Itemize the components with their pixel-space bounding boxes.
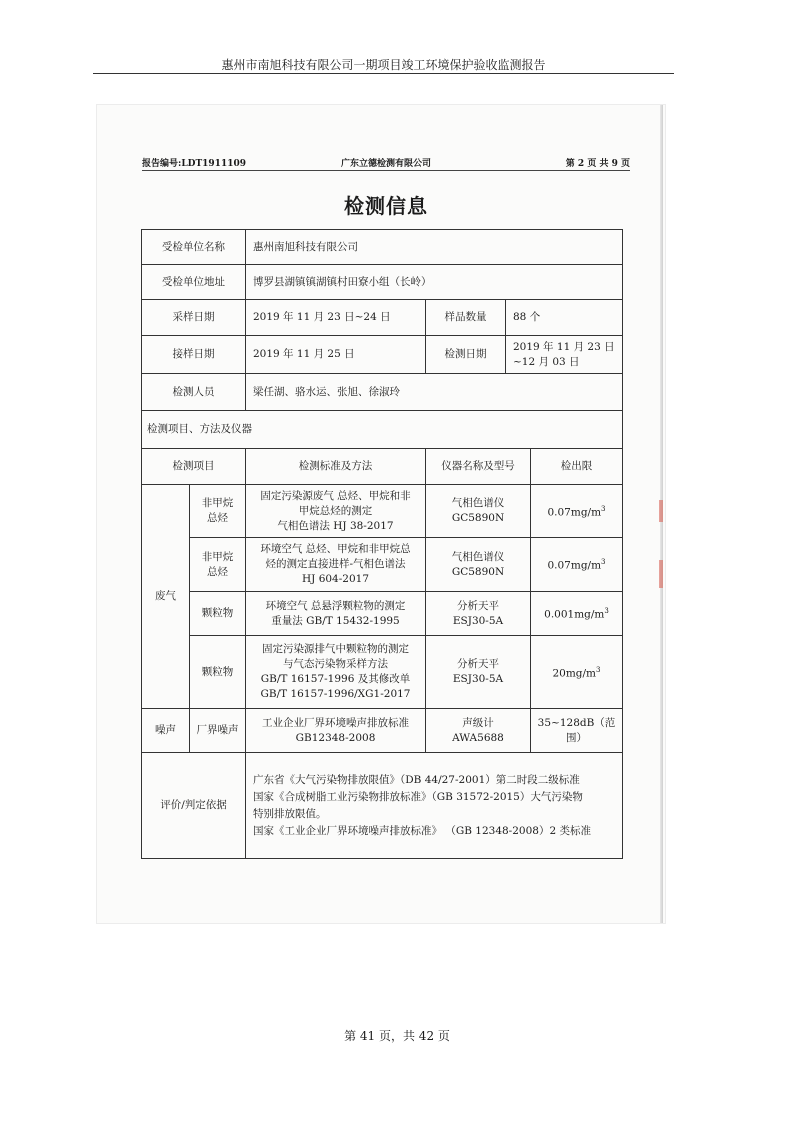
standard-line: GB/T 16157-1996/XG1-2017 bbox=[260, 688, 411, 700]
table-row bbox=[142, 411, 623, 449]
standard-line: 环境空气 总悬浮颗粒物的测定 bbox=[265, 599, 406, 612]
client-address: 博罗县湖镇镇湖镇村田寮小组（长岭） bbox=[246, 265, 623, 300]
table-row bbox=[142, 538, 623, 592]
test-date-line: 2019 年 11 月 23 日 bbox=[513, 340, 615, 353]
client-name: 惠州南旭科技有限公司 bbox=[246, 230, 623, 265]
test-standard bbox=[246, 636, 426, 709]
table-row bbox=[142, 449, 623, 485]
table-row bbox=[142, 753, 623, 859]
table-row bbox=[142, 485, 623, 538]
standard-line: GB12348-2008 bbox=[295, 731, 376, 744]
doc-title: 检测信息 bbox=[344, 194, 428, 218]
table-row bbox=[142, 709, 623, 753]
evaluation-line: 特别排放限值。 bbox=[253, 807, 327, 820]
instrument-line: 分析天平 bbox=[457, 599, 499, 612]
standard-line: 气相色谱法 HJ 38-2017 bbox=[277, 519, 394, 532]
limit-superscript: 3 bbox=[604, 607, 609, 616]
page-footer: 第 41 页，共 42 页 bbox=[344, 1029, 450, 1043]
test-item-line: 非甲烷 bbox=[201, 550, 234, 563]
instrument bbox=[426, 538, 531, 592]
instrument bbox=[426, 709, 531, 753]
standard-line: 固定污染源废气 总烃、甲烷和非 bbox=[260, 489, 411, 502]
table-row bbox=[142, 336, 623, 374]
methods-section-label: 检测项目、方法及仪器 bbox=[142, 411, 623, 449]
test-standard bbox=[246, 592, 426, 636]
client-name-label: 受检单位名称 bbox=[142, 230, 246, 265]
limit-value: 0.001mg/m bbox=[544, 608, 605, 621]
detection-limit bbox=[531, 592, 623, 636]
table-row bbox=[142, 636, 623, 709]
standard-line: HJ 604-2017 bbox=[301, 573, 369, 585]
standard-line: 甲烷总烃的测定 bbox=[298, 504, 373, 517]
header-limit: 检出限 bbox=[531, 449, 623, 485]
report-number: 报告编号:LDT1911109 bbox=[142, 159, 246, 169]
test-standard bbox=[246, 538, 426, 592]
scan-red-mark bbox=[659, 500, 663, 522]
standard-line: GB/T 16157-1996 及其修改单 bbox=[260, 673, 411, 685]
header-item: 检测项目 bbox=[142, 449, 246, 485]
detection-limit bbox=[531, 538, 623, 592]
test-item-line: 总烃 bbox=[207, 565, 228, 578]
staff-label: 检测人员 bbox=[142, 374, 246, 411]
test-item bbox=[190, 485, 246, 538]
instrument-line: 分析天平 bbox=[457, 658, 499, 670]
instrument-line: 气相色谱仪 bbox=[451, 497, 505, 509]
scan-red-mark bbox=[659, 560, 663, 588]
category-noise: 噪声 bbox=[142, 709, 190, 753]
instrument-line: ESJ30-5A bbox=[452, 673, 504, 685]
test-standard bbox=[246, 709, 426, 753]
standard-line: 与气态污染物采样方法 bbox=[283, 658, 388, 670]
receive-date-label: 接样日期 bbox=[142, 336, 246, 374]
table-row bbox=[142, 300, 623, 336]
standard-line: 工业企业厂界环境噪声排放标准 bbox=[262, 716, 409, 729]
instrument-line: 声级计 bbox=[462, 716, 494, 729]
staff: 梁任湖、骆水运、张旭、徐淑玲 bbox=[246, 374, 623, 411]
limit-superscript: 3 bbox=[596, 665, 601, 674]
instrument-line: GC5890N bbox=[451, 565, 505, 578]
standard-line: 重量法 GB/T 15432-1995 bbox=[271, 614, 400, 627]
sampling-date-label: 采样日期 bbox=[142, 300, 246, 336]
report-company: 广东立德检测有限公司 bbox=[340, 159, 431, 169]
table-row bbox=[142, 374, 623, 411]
evaluation-line: 国家《工业企业厂界环境噪声排放标准》 （GB 12348-2008）2 类标准 bbox=[253, 824, 591, 837]
instrument-line: GC5890N bbox=[451, 512, 505, 524]
test-item: 厂界噪声 bbox=[190, 709, 246, 753]
header-instrument: 仪器名称及型号 bbox=[426, 449, 531, 485]
inspection-info-table bbox=[141, 229, 623, 859]
instrument bbox=[426, 485, 531, 538]
test-item-line: 非甲烷 bbox=[201, 497, 234, 509]
instrument-line: 气相色谱仪 bbox=[451, 550, 505, 563]
test-item: 颗粒物 bbox=[190, 592, 246, 636]
test-date bbox=[506, 336, 623, 374]
header-standard: 检测标准及方法 bbox=[246, 449, 426, 485]
evaluation-line: 广东省《大气污染物排放限值》（DB 44/27-2001）第二时段二级标准 bbox=[253, 773, 580, 786]
test-item: 颗粒物 bbox=[190, 636, 246, 709]
instrument bbox=[426, 592, 531, 636]
detection-limit bbox=[531, 636, 623, 709]
table-row bbox=[142, 265, 623, 300]
instrument bbox=[426, 636, 531, 709]
standard-line: 环境空气 总烃、甲烷和非甲烷总 bbox=[260, 543, 411, 555]
instrument-line: ESJ30-5A bbox=[452, 614, 504, 627]
limit-superscript: 3 bbox=[601, 558, 606, 567]
report-head bbox=[142, 156, 630, 171]
table-row bbox=[142, 592, 623, 636]
limit-superscript: 3 bbox=[601, 504, 606, 513]
client-address-label: 受检单位地址 bbox=[142, 265, 246, 300]
limit-value: 20mg/m bbox=[552, 667, 597, 680]
detection-limit bbox=[531, 485, 623, 538]
standard-line: 烃的测定直接进样-气相色谱法 bbox=[265, 558, 406, 570]
detection-limit: 35~128dB（范围） bbox=[531, 709, 623, 753]
sampling-date: 2019 年 11 月 23 日~24 日 bbox=[246, 300, 426, 336]
category-waste-gas: 废气 bbox=[142, 485, 190, 709]
sample-qty: 88 个 bbox=[506, 300, 623, 336]
standard-line: 固定污染源排气中颗粒物的测定 bbox=[262, 643, 409, 655]
sample-qty-label: 样品数量 bbox=[426, 300, 506, 336]
evaluation-line: 国家《合成树脂工业污染物排放标准》（GB 31572-2015）大气污染物 bbox=[253, 790, 583, 803]
evaluation-label: 评价/判定依据 bbox=[142, 753, 246, 859]
page-header: 惠州市南旭科技有限公司一期项目竣工环境保护验收监测报告 bbox=[93, 58, 674, 74]
test-standard bbox=[246, 485, 426, 538]
test-item bbox=[190, 538, 246, 592]
limit-value: 0.07mg/m bbox=[547, 506, 602, 519]
test-date-line: ~12 月 03 日 bbox=[513, 355, 580, 368]
receive-date: 2019 年 11 月 25 日 bbox=[246, 336, 426, 374]
table-row bbox=[142, 230, 623, 265]
report-page: 第 2 页 共 9 页 bbox=[565, 159, 630, 169]
test-item-line: 总烃 bbox=[207, 512, 228, 524]
limit-value: 0.07mg/m bbox=[547, 559, 602, 572]
test-date-label: 检测日期 bbox=[426, 336, 506, 374]
instrument-line: AWA5688 bbox=[452, 731, 504, 744]
evaluation-basis bbox=[246, 753, 623, 859]
